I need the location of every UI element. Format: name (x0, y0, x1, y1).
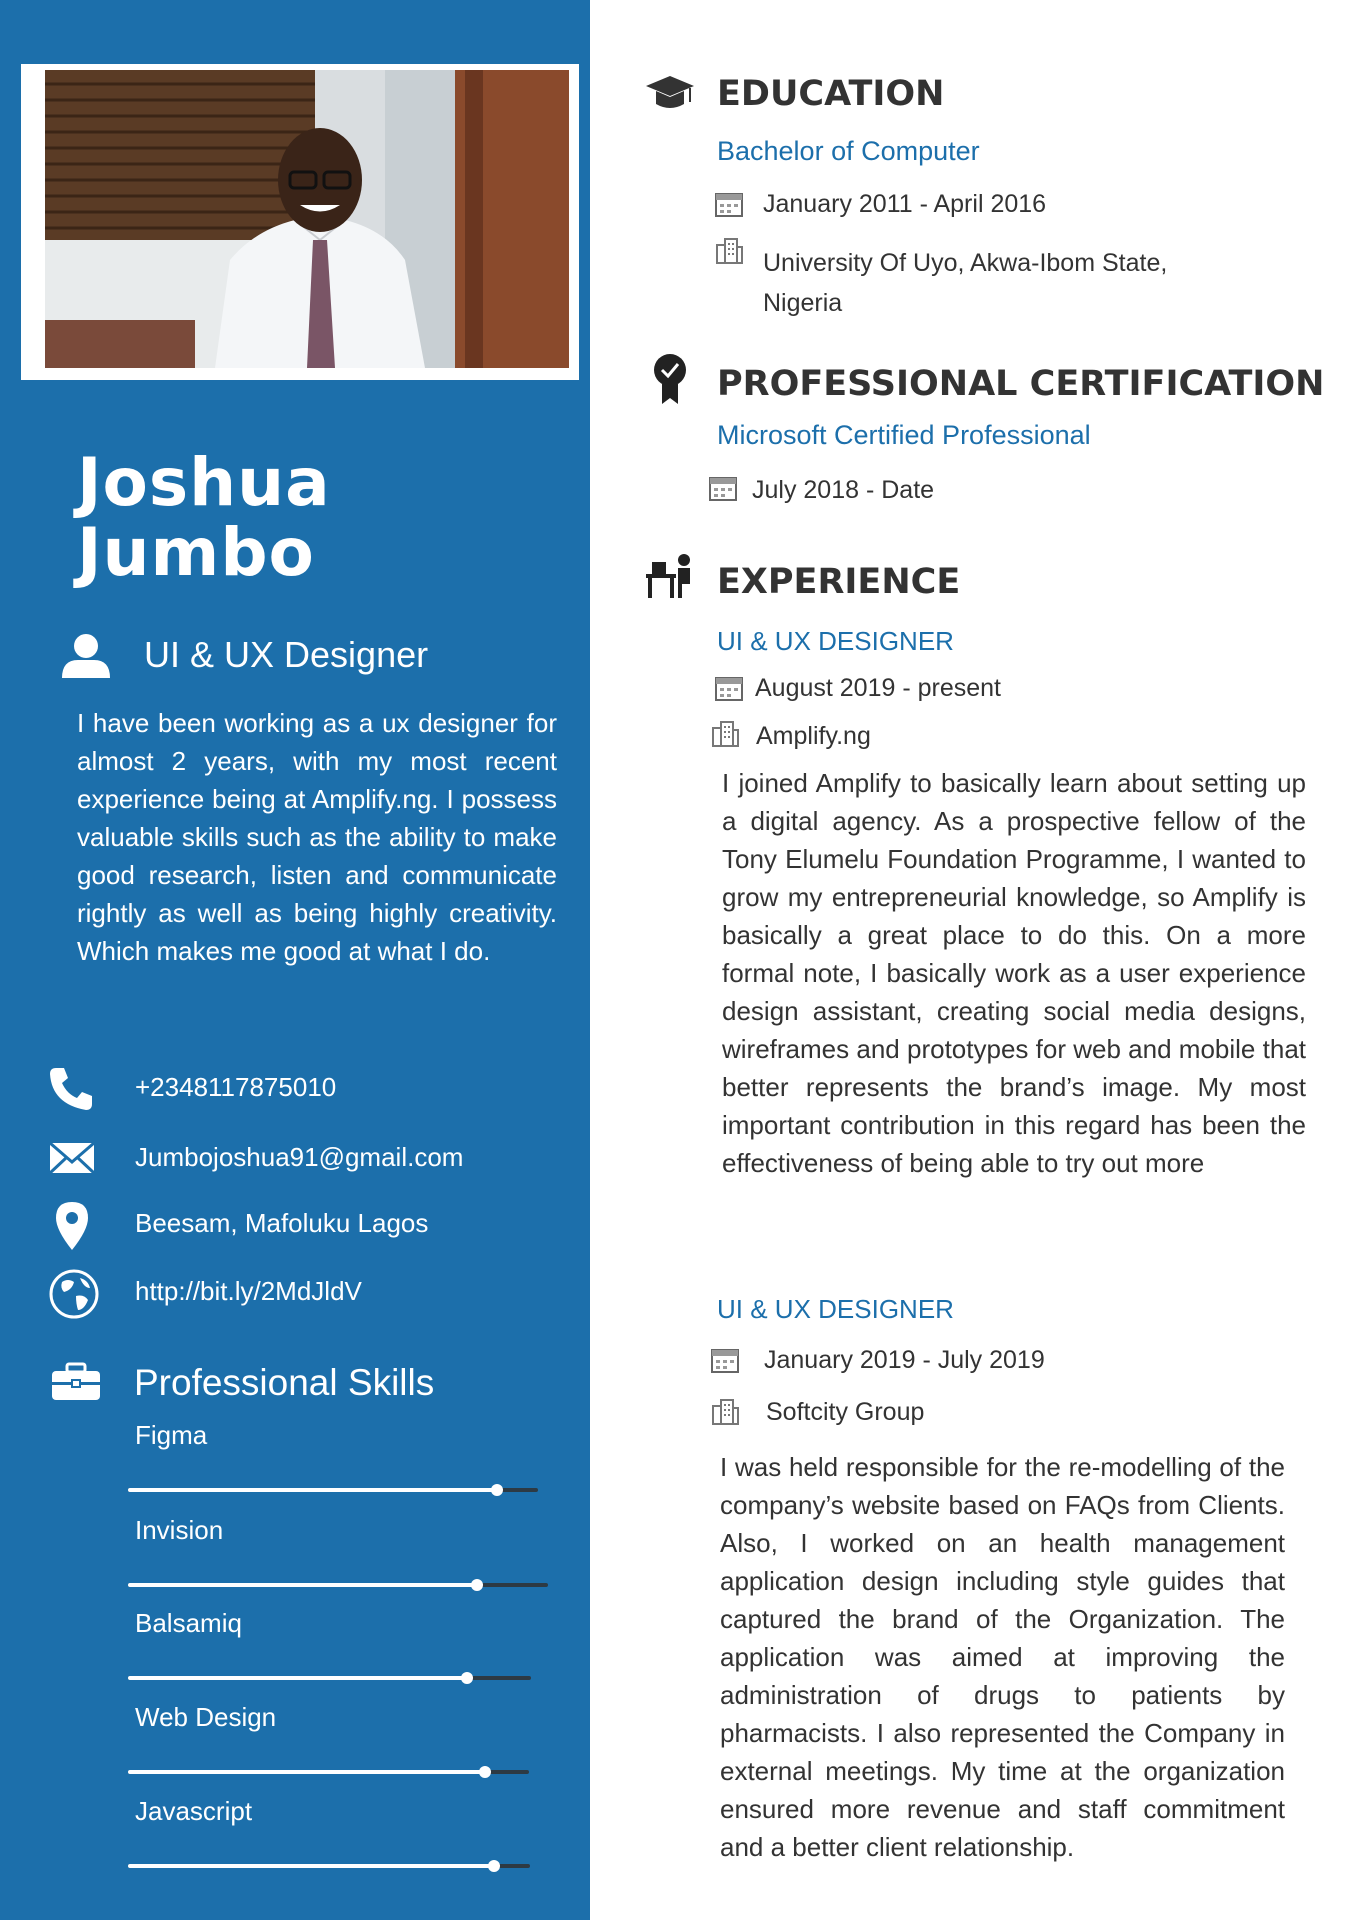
phone-number[interactable]: +2348117875010 (135, 1072, 337, 1102)
certification-name: Microsoft Certified Professional (717, 420, 1091, 450)
skill-item (0, 1796, 590, 1886)
user-icon (60, 632, 112, 680)
contact-location (0, 1200, 590, 1256)
desk-worker-icon (644, 552, 696, 600)
website-link[interactable]: http://bit.ly/2MdJldV (135, 1276, 362, 1306)
skill-level-bar (128, 1488, 538, 1492)
map-pin-icon (48, 1200, 96, 1248)
skill-label: Invision (135, 1515, 224, 1545)
briefcase-icon (50, 1362, 102, 1402)
envelope-icon (48, 1134, 96, 1182)
skill-level-knob (461, 1672, 473, 1684)
contact-website (0, 1268, 590, 1324)
education-school-line2: Nigeria (763, 289, 843, 317)
job-title: UI & UX Designer (144, 634, 429, 675)
email-address[interactable]: Jumbojoshua91@gmail.com (135, 1142, 464, 1172)
skill-label: Balsamiq (135, 1608, 242, 1638)
job-1-description: I joined Amplify to basically learn about setting up a digital agency. As a prospective fellow of the Tony Elumelu Foundation Programme, I wanted to grow my entrepreneurial knowledge, so Amplify is basically a great place to do this. On a more formal note, I basically work as a user experience design assistant, creating social media designs, wireframes and prototypes for web and mobile that better represents the brand’s image. My most important contribution in this regard has been the effectiveness of being able to try out more (722, 768, 1306, 1178)
skill-item (0, 1608, 590, 1698)
candidate-name (77, 444, 331, 591)
skill-level-knob (491, 1484, 503, 1496)
location: Beesam, Mafoluku Lagos (135, 1208, 429, 1238)
job-2-description: I was held responsible for the re-modelling of the company’s website based on FAQs from Clients. Also, I worked on an health management application design including style guides that captured the brand of the Organization. The application was aimed at improving the administration of drugs to patients by pharmacists. I also represented the Company in external meetings. My time at the organization ensured more revenue and staff commitment and a better client relationship. (720, 1452, 1285, 1862)
skill-level-fill (128, 1770, 485, 1774)
calendar-icon (708, 474, 738, 502)
sidebar (0, 0, 590, 1920)
building-icon (714, 237, 744, 265)
skill-item (0, 1515, 590, 1605)
building-icon (710, 720, 740, 748)
profile-photo-frame (21, 64, 579, 380)
skill-level-knob (479, 1766, 491, 1778)
calendar-icon (710, 1346, 740, 1374)
contact-email (0, 1134, 590, 1190)
skills-heading: Professional Skills (134, 1362, 435, 1403)
job-1-company: Amplify.ng (756, 722, 871, 750)
job-2-title: UI & UX DESIGNER (717, 1294, 954, 1324)
skill-item (0, 1702, 590, 1792)
experience-heading: EXPERIENCE (717, 562, 961, 602)
skill-level-bar (128, 1676, 531, 1680)
globe-icon (48, 1268, 96, 1316)
education-school-line1: University Of Uyo, Akwa-Ibom State, (763, 249, 1168, 277)
building-icon (710, 1398, 740, 1426)
education-dates: January 2011 - April 2016 (763, 190, 1047, 218)
award-badge-icon (650, 352, 702, 400)
graduation-cap-icon (644, 72, 696, 120)
calendar-icon (714, 190, 744, 218)
certification-date: July 2018 - Date (752, 476, 935, 504)
skill-level-fill (128, 1676, 467, 1680)
contact-phone (0, 1064, 590, 1120)
skill-level-bar (128, 1770, 529, 1774)
candidate-first-name: Joshua (77, 444, 331, 521)
skill-level-knob (488, 1860, 500, 1872)
certification-heading: PROFESSIONAL CERTIFICATION (717, 364, 1325, 404)
job-1-dates: August 2019 - present (755, 674, 1001, 702)
skill-level-fill (128, 1488, 497, 1492)
education-degree: Bachelor of Computer (717, 136, 980, 166)
skill-label: Figma (135, 1420, 208, 1450)
skill-item (0, 1420, 590, 1510)
profile-summary: I have been working as a ux designer for almost 2 years, with my most recent experience being at Amplify.ng. I possess valuable skills such as the ability to make good research, listen and communicate rightly as well as being highly creativity. Which makes me good at what I do. (77, 708, 557, 966)
skill-level-bar (128, 1583, 548, 1587)
job-2-dates: January 2019 - July 2019 (764, 1346, 1045, 1374)
calendar-icon (714, 674, 744, 702)
candidate-last-name: Jumbo (77, 514, 315, 591)
skill-level-fill (128, 1864, 494, 1868)
education-school (763, 243, 1167, 323)
skill-level-knob (471, 1579, 483, 1591)
job-1-title: UI & UX DESIGNER (717, 626, 954, 656)
education-heading: EDUCATION (717, 74, 945, 114)
skill-level-fill (128, 1583, 477, 1587)
phone-icon (48, 1064, 96, 1112)
profile-photo (45, 70, 569, 368)
skill-label: Web Design (135, 1702, 277, 1732)
skill-level-bar (128, 1864, 530, 1868)
skill-label: Javascript (135, 1796, 253, 1826)
job-2-company: Softcity Group (766, 1398, 925, 1426)
